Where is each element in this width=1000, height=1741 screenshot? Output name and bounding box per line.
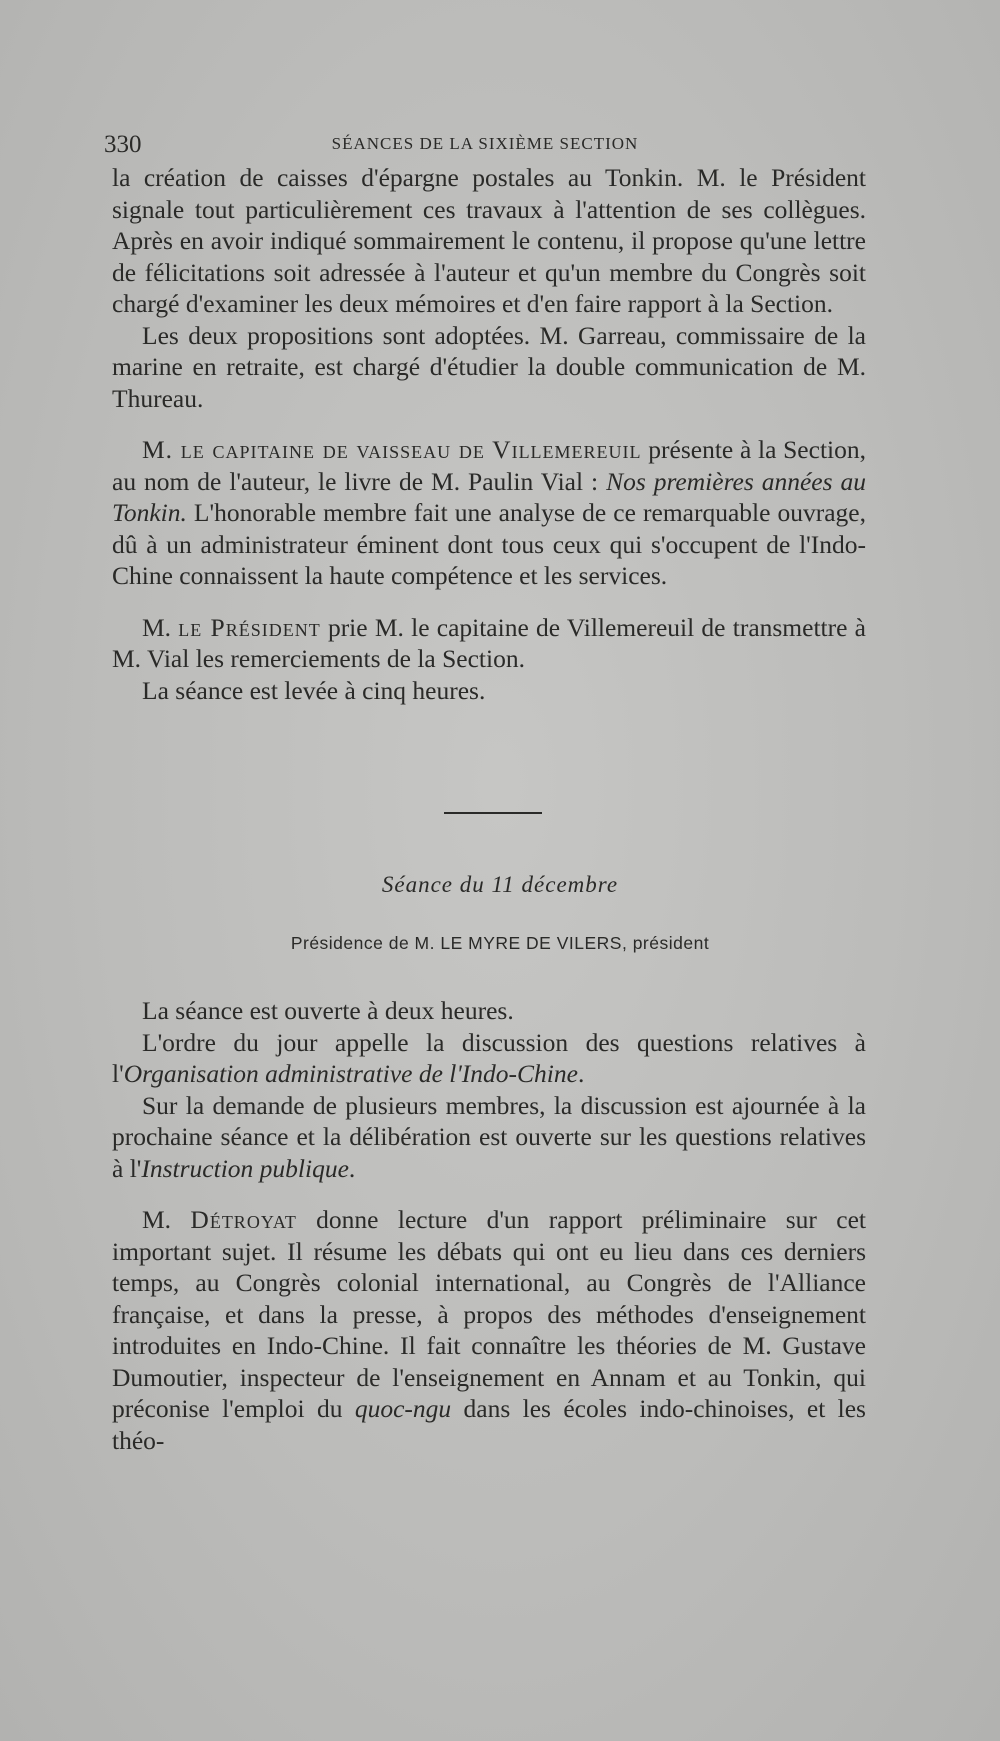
body-text-part-2 <box>112 995 866 1456</box>
text-run: M. <box>142 612 179 642</box>
speaker-name: le Président <box>178 612 321 642</box>
paragraph-propositions: Les deux propositions sont adoptées. M. Garreau, commissaire de la marine en retraite, est chargé d'étudier la double communication de M. Thureau. <box>112 320 866 413</box>
text-run: Sur la demande de plusieurs membres, la discussion est ajournée à la prochaine séance et la délibération est ouverte sur les questions relatives à l' <box>112 1090 866 1183</box>
book-title: Nos premières années au Tonkin. <box>112 466 866 527</box>
body-text-part-1 <box>112 162 866 706</box>
speaker-name: M. le capitaine de vaisseau de Villemereuil <box>142 435 642 464</box>
page-number: 330 <box>104 131 142 158</box>
text-run: M. <box>142 1205 191 1234</box>
section-divider <box>444 812 542 814</box>
text-run: . <box>577 1059 585 1088</box>
text-run: dans les écoles indo-chinoises, et les théo- <box>112 1394 866 1455</box>
page-header <box>104 131 866 161</box>
text-run: donne lecture d'un rapport préliminaire sur cet important sujet. Il résume les débats qui ont eu lieu dans ces derniers temps, au Congrès colonial international, au Congrès de l'Alliance française, et dans la presse, à propos des méthodes d'enseignement introduites en Indo-Chine. Il fait connaître les théories de M. Gustave Dumoutier, inspecteur de l'enseignement en Annam et au Tonkin, qui préconise l'emploi du <box>112 1205 866 1423</box>
text-run: . <box>348 1153 356 1183</box>
running-head: SÉANCES DE LA SIXIÈME SECTION <box>331 134 639 153</box>
paragraph-detroyat <box>112 1204 866 1456</box>
term: quoc-ngu <box>354 1394 452 1423</box>
speaker-name: Détroyat <box>190 1205 297 1234</box>
paragraph-continuation: la création de caisses d'épargne postales au Tonkin. M. le Président signale tout particulièrement ces travaux à l'attention de ses collègues. Après en avoir indiqué sommairement le contenu, il propose qu'une lettre de félicitations soit adressée à l'auteur et qu'un membre du Congrès soit chargé d'examiner les deux mémoires et d'en faire rapport à la Section. <box>112 163 866 318</box>
text-run: prie M. le capitaine de Villemereuil de transmettre à M. Vial les remerciements de la Section. <box>112 612 866 673</box>
topic-title: Organisation administrative de l'Indo-Chine <box>123 1059 578 1088</box>
paragraph-ajournee <box>112 1090 866 1185</box>
paragraph-villemereuil <box>112 434 866 592</box>
text-run: présente à la Section, au nom de l'auteur, le livre de M. Paulin Vial : <box>112 435 866 496</box>
paragraph-opening: La séance est ouverte à deux heures. <box>142 996 514 1025</box>
topic-title: Instruction publique <box>141 1153 349 1183</box>
text-run: L'ordre du jour appelle la discussion des questions relatives à l' <box>112 1027 866 1088</box>
paragraph-closing: La séance est levée à cinq heures. <box>142 675 486 705</box>
paragraph-ordre-du-jour <box>112 1027 866 1090</box>
text-run: L'honorable membre fait une analyse de ce remarquable ouvrage, dû à un administrateur éminent dont tous ceux qui s'occupent de l'Indo-Chine connaissent la haute compétence et les services. <box>112 498 866 590</box>
paragraph-president <box>112 612 866 675</box>
presidence-line: Présidence de M. LE MYRE DE VILERS, président <box>290 933 710 953</box>
session-heading: Séance du 11 décembre <box>381 872 619 897</box>
